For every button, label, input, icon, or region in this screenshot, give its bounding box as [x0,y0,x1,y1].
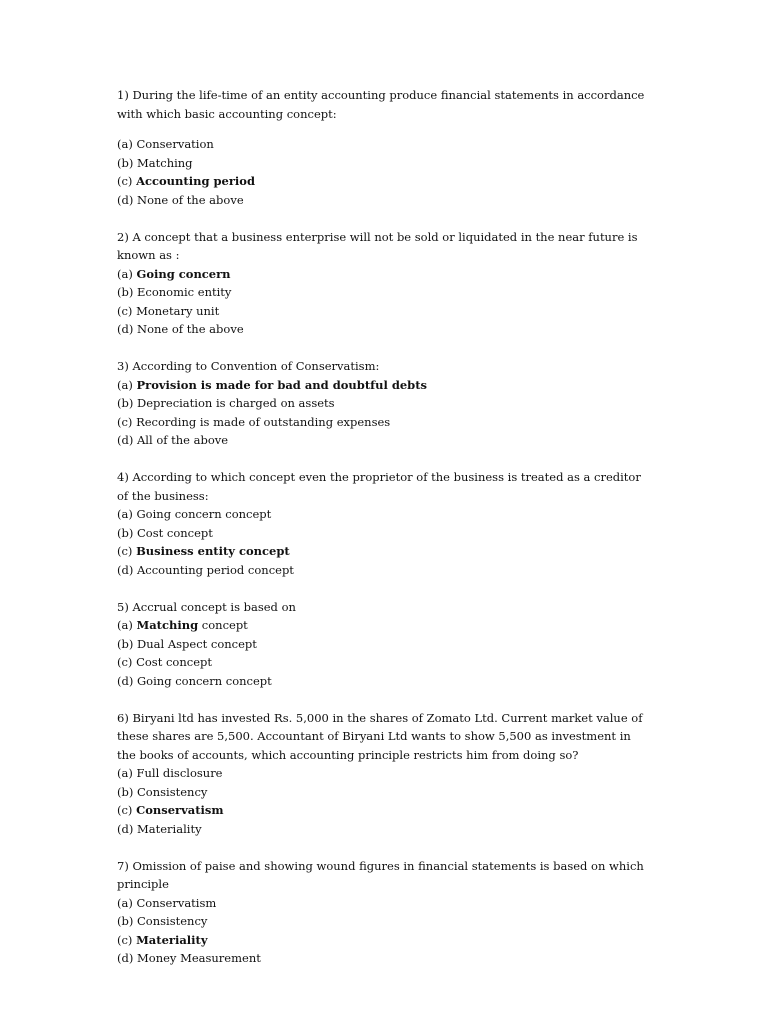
question-3-option-d: (d) All of the above [117,433,229,447]
question-3-option-a: (a) Provision is made for bad and doubtful debts [117,377,427,392]
question-2-stem: 2) A concept that a business enterprise will not be sold or liquidated in the near future is known as : [117,229,638,262]
question-1 [117,86,647,209]
question-4 [117,468,647,579]
question-3 [117,357,647,450]
question-2 [117,228,647,339]
question-7-option-b: (b) Consistency [117,914,208,928]
question-4-option-c: (c) Business entity concept [117,544,290,558]
question-6-option-b: (b) Consistency [117,784,208,799]
question-6-option-d: (d) Materiality [117,821,202,836]
question-3-option-b: (b) Depreciation is charged on assets [117,396,335,410]
question-2-option-b: (b) Economic entity [117,285,232,299]
question-6 [117,709,647,839]
question-5-stem: 5) Accrual concept is based on [117,599,296,614]
question-7-option-c: (c) Materiality [117,932,208,947]
question-2-option-a: (a) Going concern [117,266,231,281]
question-1-option-a: (a) Conservation [117,137,214,151]
question-6-stem: 6) Biryani ltd has invested Rs. 5,000 in the shares of Zomato Ltd. Current market value of these shares are 5,500. Accountant of Biryani Ltd wants to show 5,500 as investment in the books of accounts, which accounting principle restricts him from doing so? [117,710,643,762]
question-1-stem: 1) During the life-time of an entity accounting produce financial statements in accordance with which basic accounting concept: [117,88,645,121]
question-5-option-b: (b) Dual Aspect concept [117,636,257,651]
question-5-option-c: (c) Cost concept [117,655,212,669]
question-5 [117,598,647,691]
question-4-option-d: (d) Accounting period concept [117,562,294,577]
question-4-stem: 4) According to which concept even the proprietor of the business is treated as a creditor of the business: [117,470,641,503]
question-list [117,86,647,986]
question-7-option-d: (d) Money Measurement [117,951,261,965]
question-3-stem: 3) According to Convention of Conservatism: [117,359,380,373]
question-2-option-d: (d) None of the above [117,322,244,336]
question-3-option-c: (c) Recording is made of outstanding expenses [117,414,391,429]
question-7-option-a: (a) Conservatism [117,895,217,910]
question-1-option-c: (c) Accounting period [117,174,255,188]
question-5-option-d: (d) Going concern concept [117,673,272,688]
question-7 [117,857,647,968]
question-4-option-a: (a) Going concern concept [117,507,272,521]
question-5-option-a: (a) Matching concept [117,618,248,632]
question-6-option-a: (a) Full disclosure [117,766,223,780]
question-7-stem: 7) Omission of paise and showing wound figures in financial statements is based on which principle [117,858,644,891]
question-2-option-c: (c) Monetary unit [117,303,220,318]
question-6-option-c: (c) Conservatism [117,803,224,817]
question-4-option-b: (b) Cost concept [117,525,213,540]
question-1-option-d: (d) None of the above [117,192,244,207]
question-1-option-b: (b) Matching [117,155,193,170]
